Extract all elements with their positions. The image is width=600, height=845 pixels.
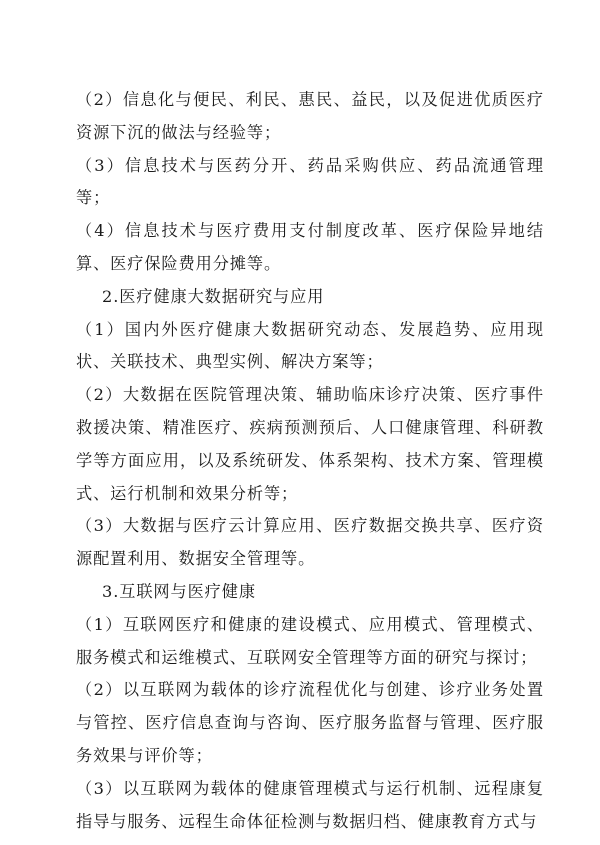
paragraph-item: （3）信息技术与医药分开、药品采购供应、药品流通管理等； [76, 155, 544, 208]
paragraph-item: （2）信息化与便民、利民、惠民、益民，以及促进优质医疗资源下沉的做法与经验等； [76, 90, 544, 142]
section-heading: 2.医疗健康大数据研究与应用 [102, 286, 325, 306]
paragraph-item: （2）以互联网为载体的诊疗流程优化与创建、诊疗业务处置与管控、医疗信息查询与咨询、医疗服务监督与管理、医疗服务效果与评价等； [76, 680, 544, 765]
paragraph-item: （3）大数据与医疗云计算应用、医疗数据交换共享、医疗资源配置利用、数据安全管理等。 [76, 516, 544, 569]
paragraph-item: （2）大数据在医院管理决策、辅助临床诊疗决策、医疗事件救援决策、精准医疗、疾病预测预后、人口健康管理、科研教学等方面应用，以及系统研发、体系架构、技术方案、管理模式、运行机制和效果分析等； [76, 385, 544, 503]
paragraph-item: （1）国内外医疗健康大数据研究动态、发展趋势、应用现状、关联技术、典型实例、解决方案等； [76, 319, 544, 372]
paragraph-item: （1）互联网医疗和健康的建设模式、应用模式、管理模式、服务模式和运维模式、互联网安全管理等方面的研究与探讨； [76, 614, 544, 667]
paragraph-item: （3）以互联网为载体的健康管理模式与运行机制、远程康复指导与服务、远程生命体征检测与数据归档、健康教育方式与 [76, 778, 544, 831]
section-heading: 3.互联网与医疗健康 [102, 581, 256, 601]
paragraph-item: （4）信息技术与医疗费用支付制度改革、医疗保险异地结算、医疗保险费用分摊等。 [76, 221, 544, 273]
